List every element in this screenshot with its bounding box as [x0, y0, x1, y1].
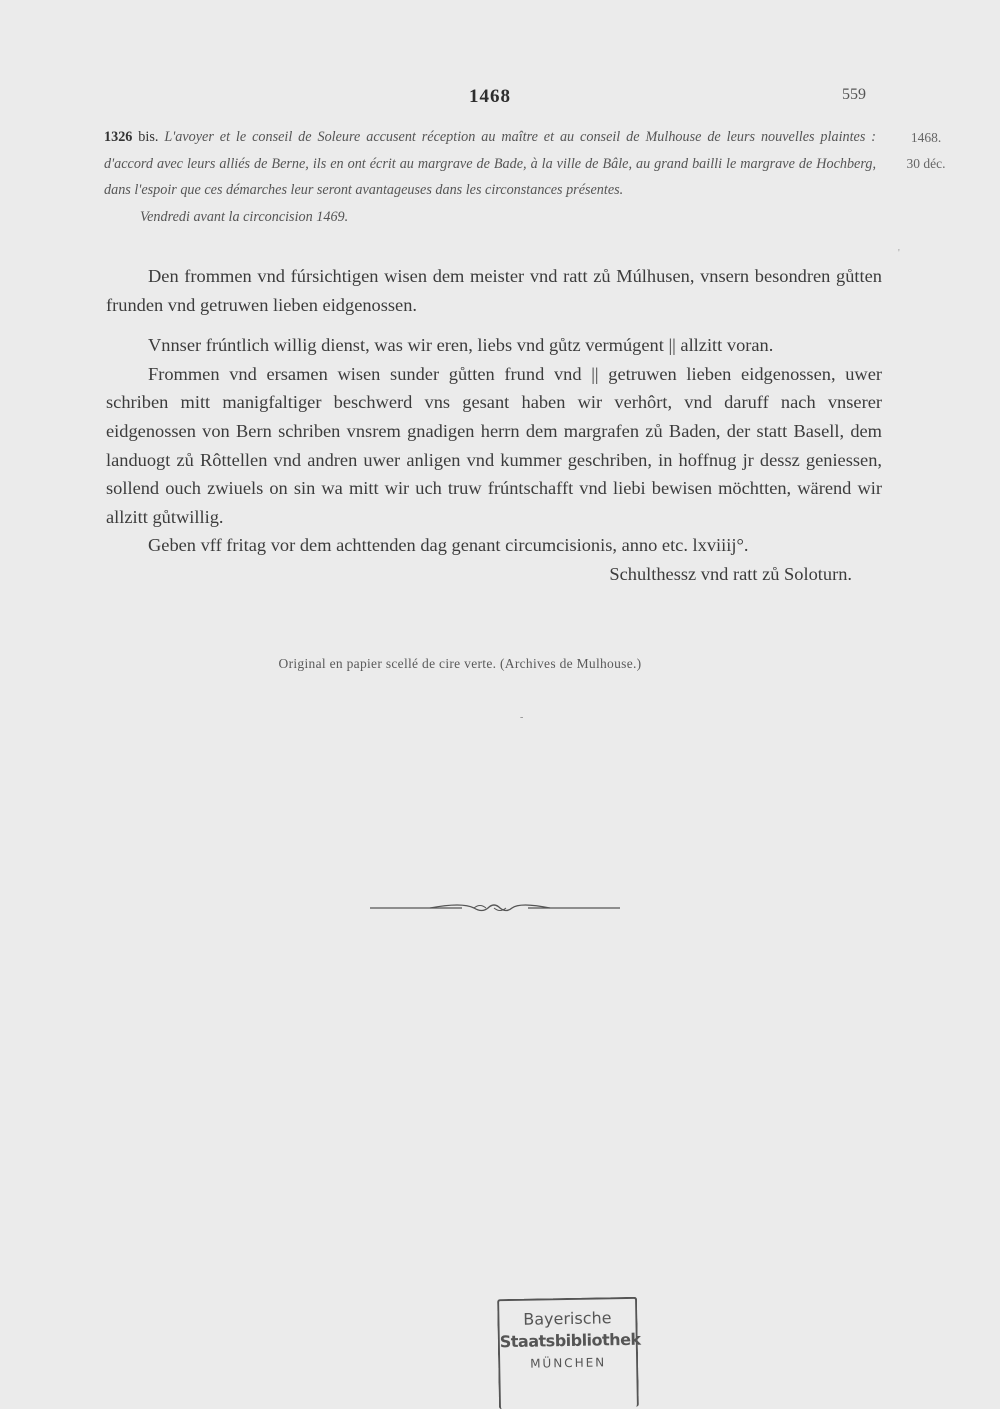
stamp-line-2: Staatsbibliothek [499, 1329, 641, 1352]
archival-source-note: Original en papier scellé de cire verte. (Archives de Mulhouse.) [278, 656, 642, 671]
letter-body: Frommen vnd ersamen wisen sunder gůtten frund vnd || getruwen lieben eidgenossen, uwer schriben mitt manigfaltiger beschwerd vns gesant haben wir verhôrt, vnd daruff nach vnserer eidgenossen von Bern schriben vnsrem gnadigen herrn dem margrafen zů Baden, der statt Basell, dem landuogt zů Rôttellen vnd andren uwer anligen vnd kummer geschriben, in hoffnug jr dessz geniessen, sollend ouch zwiuels on sin wa mitt wir uch truw frúntschafft vnd liebi bewisen möchtten, wärend wir allzitt gůtwillig. [106, 363, 882, 527]
regest-date-line: Vendredi avant la circoncision 1469. [140, 208, 349, 225]
margin-mark: ' [898, 248, 900, 259]
page-number: 559 [842, 86, 866, 103]
library-stamp [497, 1297, 639, 1409]
margin-date-note [896, 125, 956, 177]
regest-summary-text: L'avoyer et le conseil de Soleure accusent réception au maître et au conseil de Mulhouse de leurs nouvelles plaintes : d'accord avec leurs alliés de Berne, ils en ont écrit au margrave de Bade, à la ville de Bâle, au grand bailli le margrave de Hochberg, dans l'espoir que ces démarches leur seront avantageuses dans les circonstances présentes. [104, 129, 876, 198]
margin-day: 30 déc. [906, 156, 946, 171]
stamp-line-1: Bayerische [523, 1308, 612, 1329]
stamp-line-3: MÜNCHEN [530, 1355, 607, 1371]
letter-greeting: Vnnser frúntlich willig dienst, was wir eren, liebs vnd gůtz vermúgent || allzitt voran. [148, 335, 774, 356]
section-end-ornament [370, 898, 620, 918]
regest-number: 1326 [104, 129, 133, 145]
margin-year: 1468. [910, 130, 942, 145]
running-header-year: 1468 [469, 86, 511, 107]
letter-address: Den frommen vnd fúrsichtigen wisen dem meister vnd ratt zů Múlhusen, vnsern besondren gůtten frunden vnd getruwen lieben eidgenossen. [106, 266, 882, 315]
letter-text [106, 262, 882, 589]
stray-mark: - [520, 712, 524, 723]
regest-suffix: bis. [138, 129, 159, 145]
regest-summary [104, 124, 876, 230]
letter-signature: Schulthessz vnd ratt zů Soloturn. [609, 563, 852, 584]
letter-dating: Geben vff fritag vor dem achttenden dag genant circumcisionis, anno etc. lxviiij°. [148, 535, 749, 556]
